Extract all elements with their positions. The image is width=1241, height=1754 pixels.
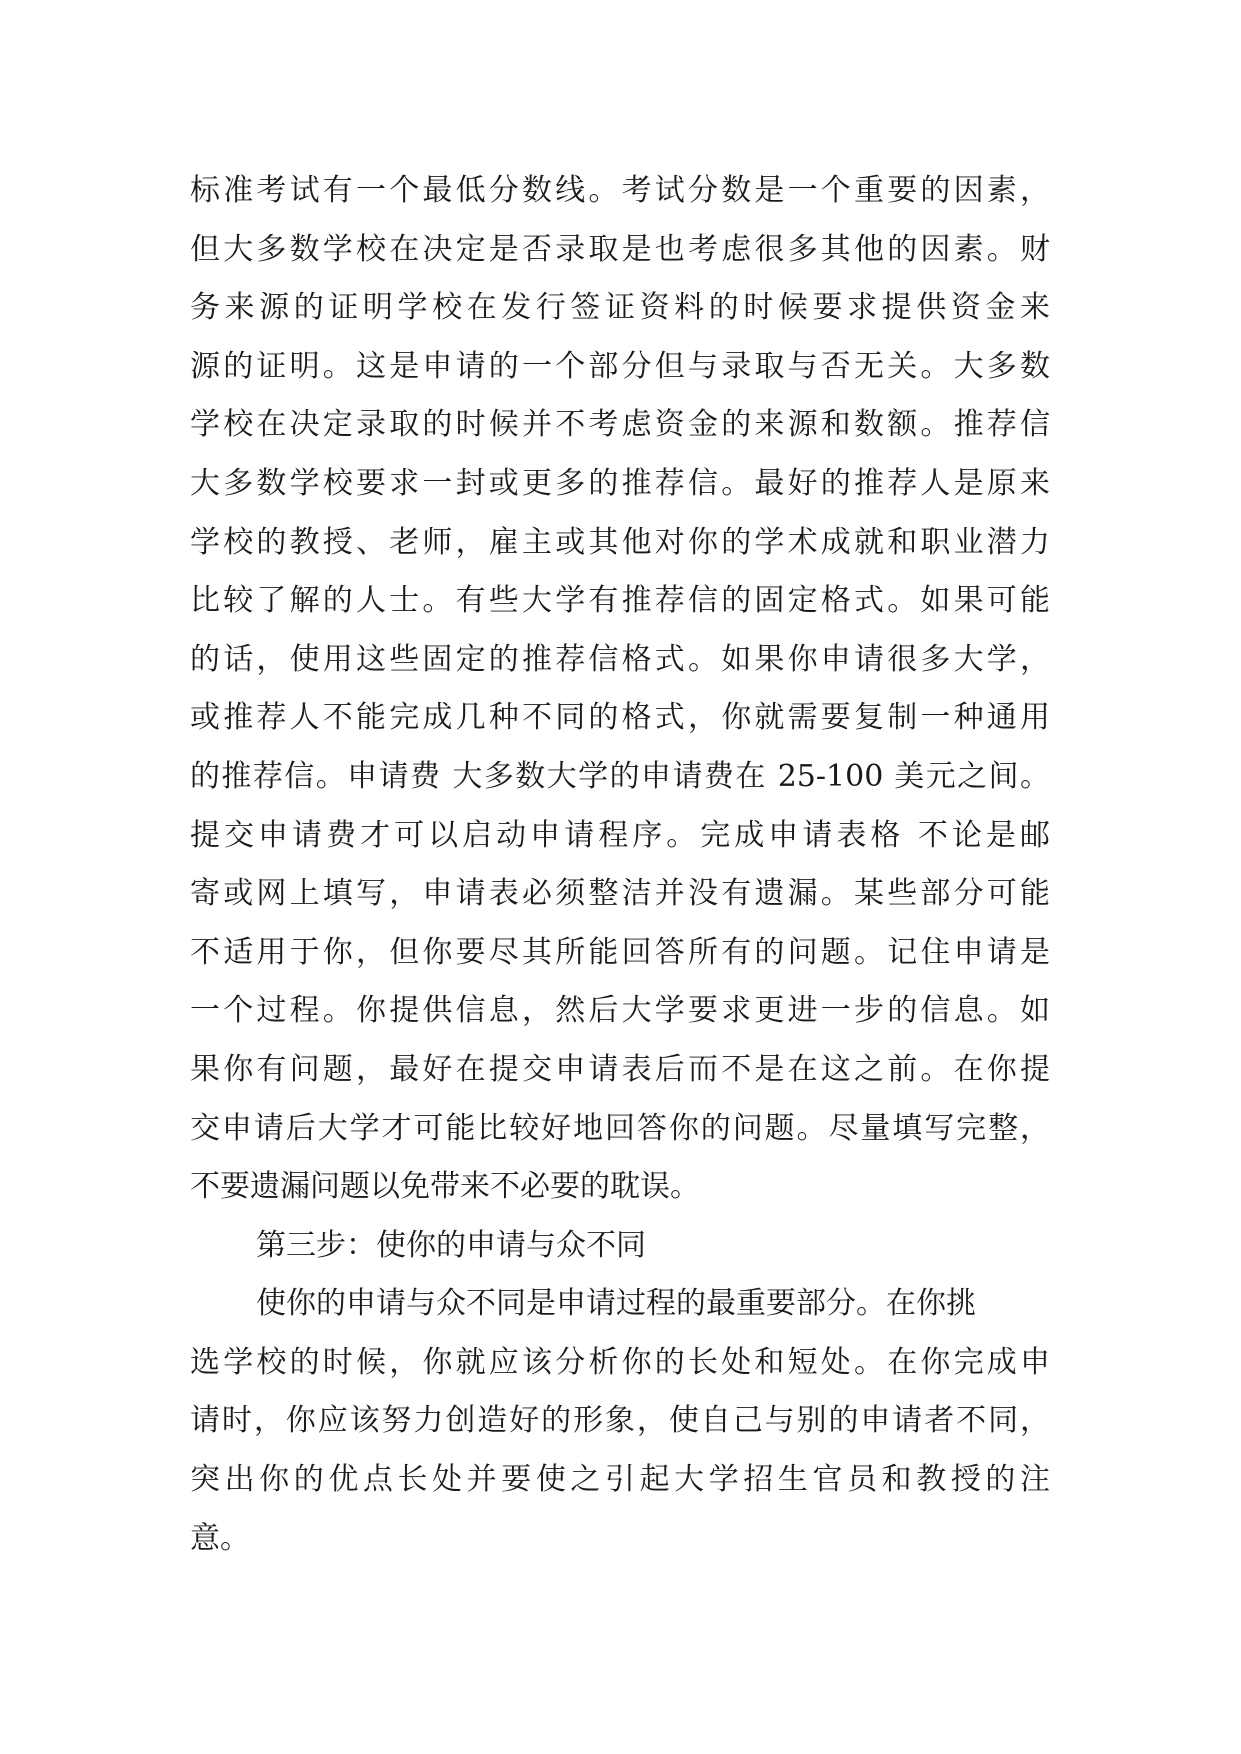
text-line: 大多数学校要求一封或更多的推荐信。最好的推荐人是原来 <box>190 465 1050 501</box>
text-line: 意。 <box>190 1520 250 1556</box>
text-line: 源的证明。这是申请的一个部分但与录取与否无关。大多数 <box>190 348 1050 384</box>
text-line: 务来源的证明学校在发行签证资料的时候要求提供资金来 <box>190 290 1050 326</box>
text-line: 请时，你应该努力创造好的形象，使自己与别的申请者不同， <box>190 1403 1050 1439</box>
text-line: 学校的教授、老师，雇主或其他对你的学术成就和职业潜力 <box>190 524 1050 560</box>
text-line: 的话，使用这些固定的推荐信格式。如果你申请很多大学， <box>190 641 1050 677</box>
text-line: 突出你的优点长处并要使之引起大学招生官员和教授的注 <box>190 1462 1050 1498</box>
text-line: 不要遗漏问题以免带来不必要的耽误。 <box>190 1169 700 1205</box>
text-line: 学校在决定录取的时候并不考虑资金的来源和数额。推荐信 <box>190 407 1050 443</box>
section-heading: 第三步：使你的申请与众不同 <box>256 1227 646 1263</box>
text-line: 标准考试有一个最低分数线。考试分数是一个重要的因素， <box>190 173 1050 208</box>
text-line: 寄或网上填写，申请表必须整洁并没有遗漏。某些部分可能 <box>190 876 1050 912</box>
body-text <box>190 162 1050 1568</box>
paragraph-first-line: 使你的申请与众不同是申请过程的最重要部分。在你挑 <box>256 1286 976 1322</box>
text-line: 提交申请费才可以启动申请程序。完成申请表格 不论是邮 <box>190 817 1050 853</box>
text-line: 交申请后大学才可能比较好地回答你的问题。尽量填写完整， <box>190 1110 1050 1146</box>
text-line: 不适用于你，但你要尽其所能回答所有的问题。记住申请是 <box>190 934 1050 970</box>
text-line: 果你有问题，最好在提交申请表后而不是在这之前。在你提 <box>190 1051 1050 1087</box>
text-line: 但大多数学校在决定是否录取是也考虑很多其他的因素。财 <box>190 231 1050 267</box>
text-line: 比较了解的人士。有些大学有推荐信的固定格式。如果可能 <box>190 583 1050 619</box>
text-line: 一个过程。你提供信息，然后大学要求更进一步的信息。如 <box>190 993 1050 1029</box>
text-line: 选学校的时候，你就应该分析你的长处和短处。在你完成申 <box>190 1344 1050 1380</box>
text-line: 或推荐人不能完成几种不同的格式，你就需要复制一种通用 <box>190 700 1050 736</box>
text-line: 的推荐信。申请费 大多数大学的申请费在 25-100 美元之间。 <box>190 758 1050 794</box>
